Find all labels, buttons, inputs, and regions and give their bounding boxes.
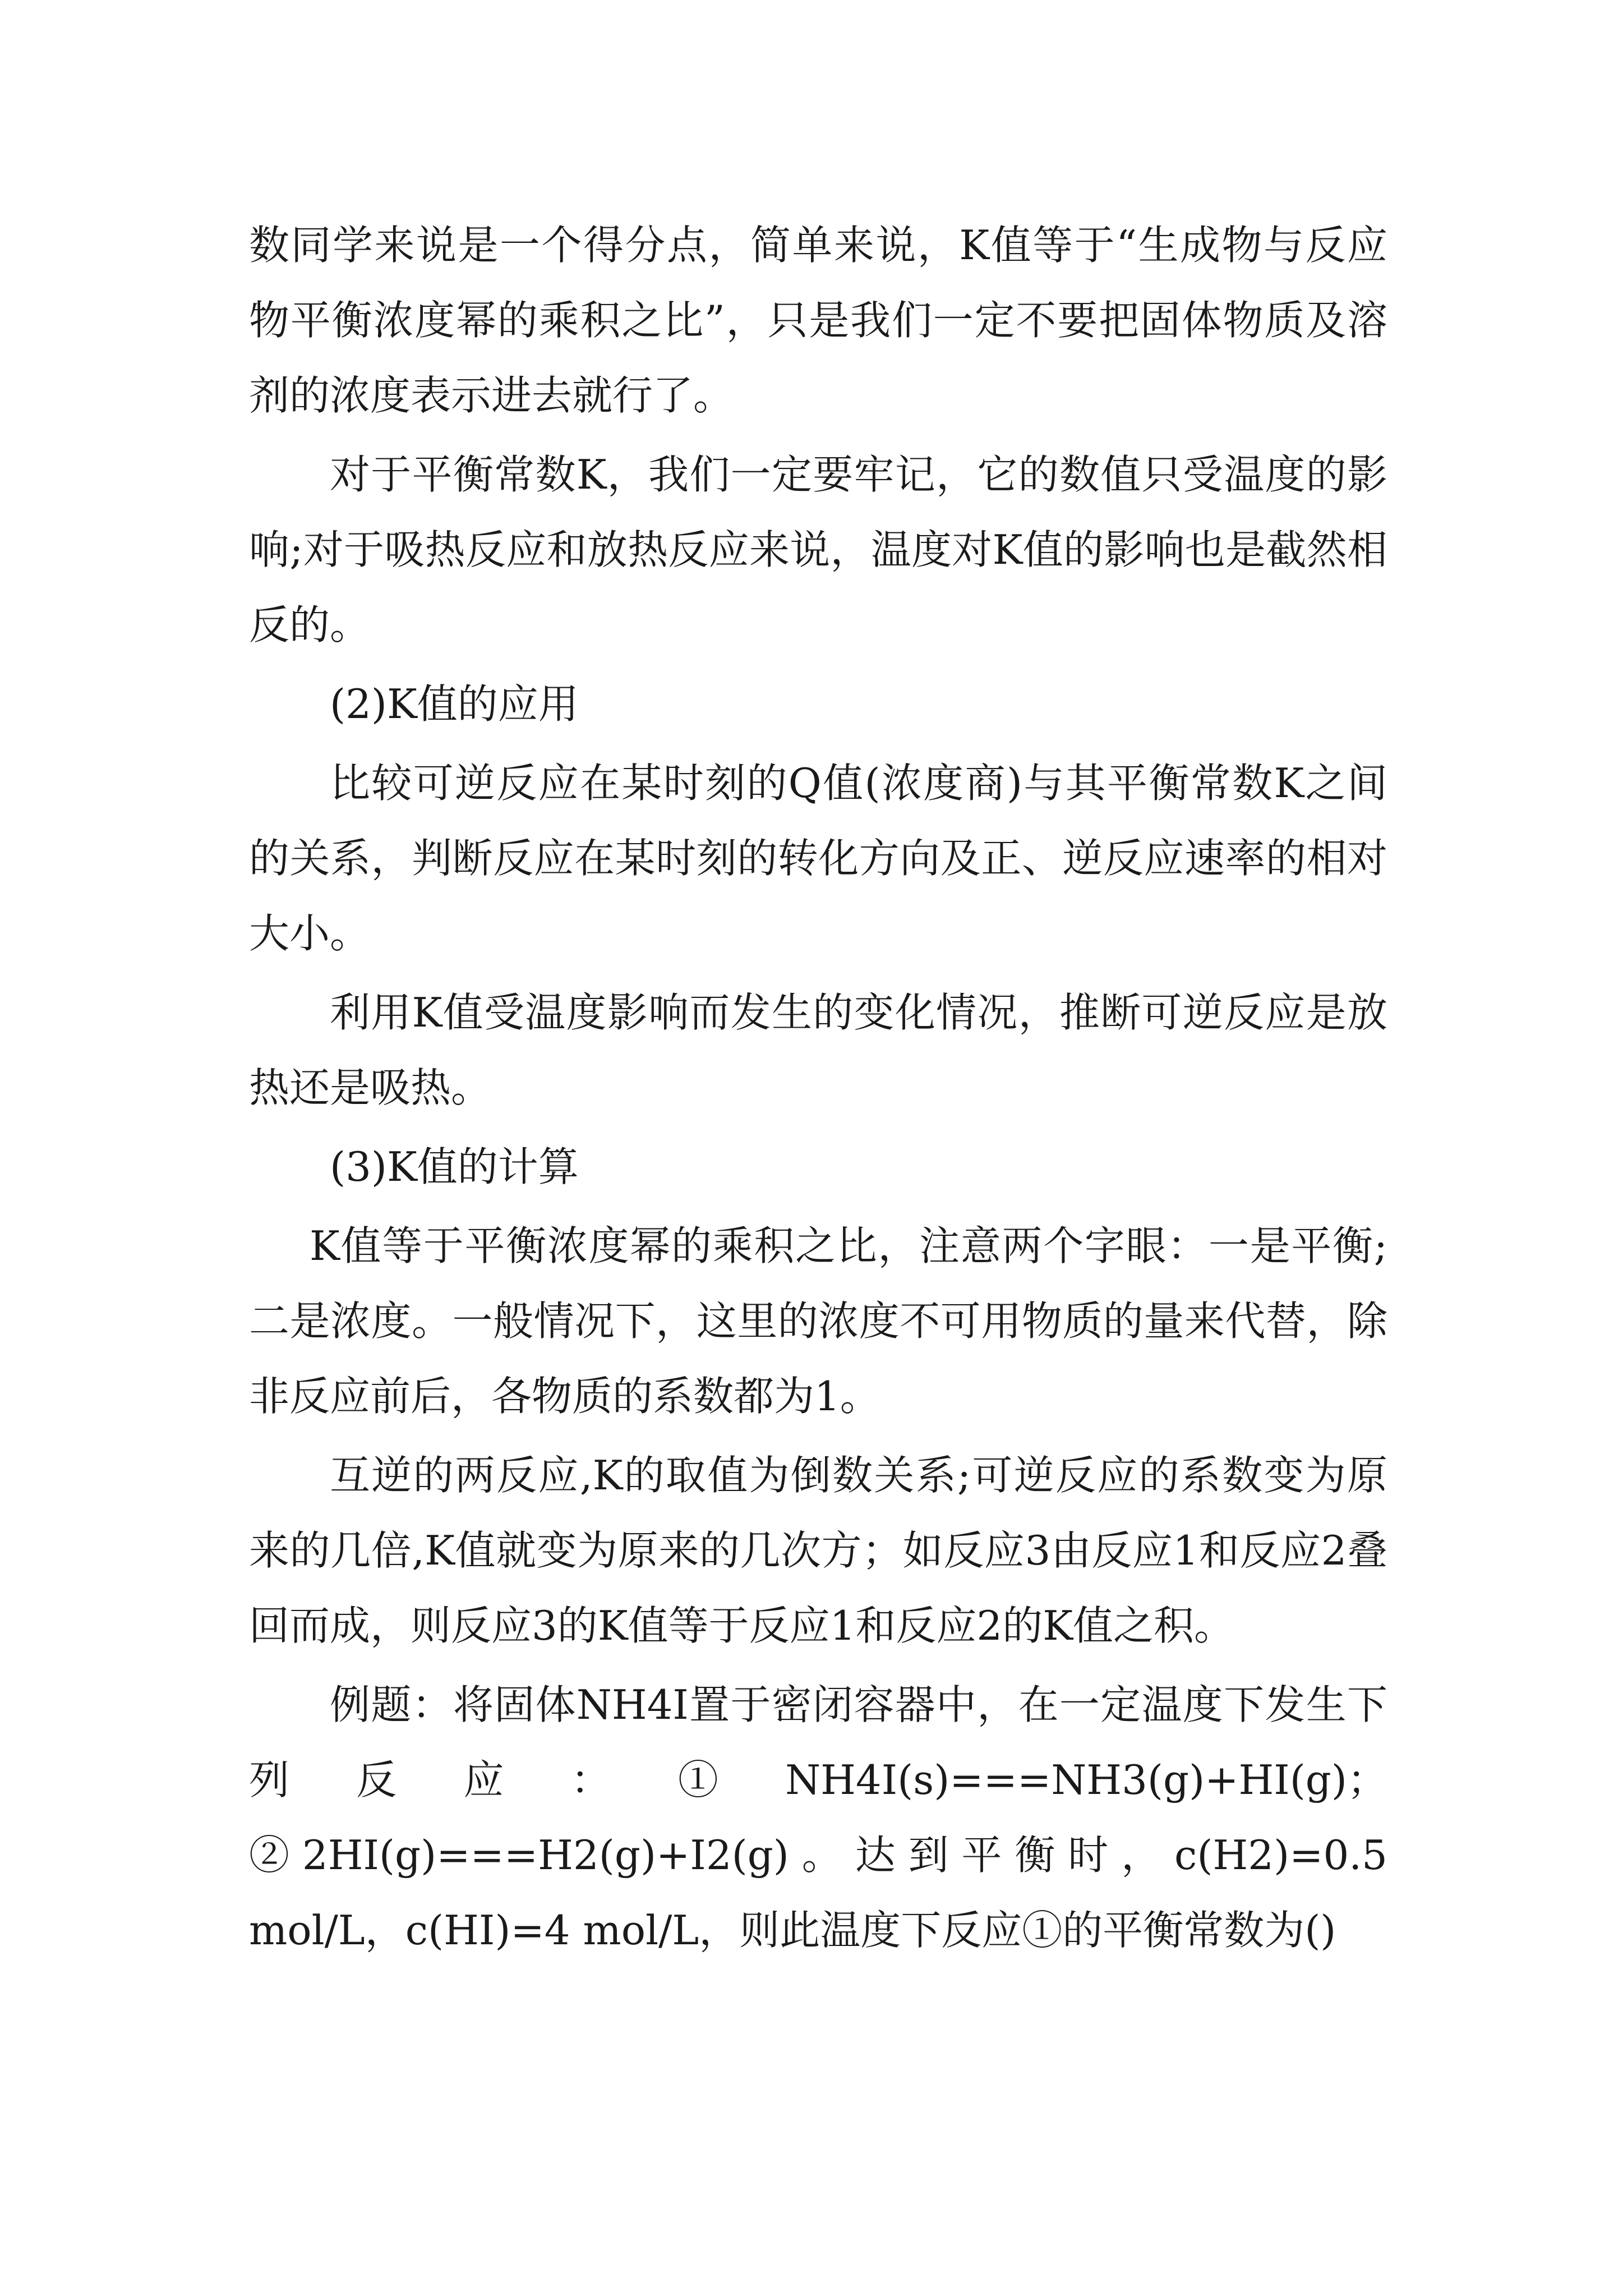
paragraph-q-value-comparison: 比较可逆反应在某时刻的Q值(浓度商)与其平衡常数K之间的关系，判断反应在某时刻的转化方向及正、逆反应速率的相对大小。	[249, 760, 1387, 957]
paragraph-k-calculation-notes: K值等于平衡浓度幂的乘积之比，注意两个字眼：一是平衡;二是浓度。一般情况下，这里的浓度不可用物质的量来代替，除非反应前后，各物质的系数都为1。	[249, 1222, 1387, 1420]
section-heading-k-calculation: (3)K值的计算	[330, 1143, 579, 1190]
document-body	[249, 208, 1387, 1972]
paragraph-k-temperature-inference: 利用K值受温度影响而发生的变化情况，推断可逆反应是放热还是吸热。	[249, 989, 1387, 1111]
paragraph-reverse-reactions: 互逆的两反应,K的取值为倒数关系;可逆反应的系数变为原来的几倍,K值就变为原来的几次方；如反应3由反应1和反应2叠回而成，则反应3的K值等于反应1和反应2的K值之积。	[249, 1452, 1387, 1649]
paragraph-example-problem: 例题：将固体NH4I置于密闭容器中，在一定温度下发生下列反应：①NH4I(s)===NH3(g)+HI(g)；②2HI(g)===H2(g)+I2(g)。达到平衡时，c(H2)=0.5 mol/L，c(HI)=4 mol/L，则此温度下反应①的平衡常数为()	[249, 1681, 1387, 1954]
paragraph-k-value-definition: 数同学来说是一个得分点，简单来说，K值等于“生成物与反应物平衡浓度幂的乘积之比”，只是我们一定不要把固体物质及溶剂的浓度表示进去就行了。	[249, 222, 1387, 419]
paragraph-k-temperature: 对于平衡常数K，我们一定要牢记，它的数值只受温度的影响;对于吸热反应和放热反应来说，温度对K值的影响也是截然相反的。	[249, 451, 1387, 648]
section-heading-k-application: (2)K值的应用	[330, 680, 579, 728]
